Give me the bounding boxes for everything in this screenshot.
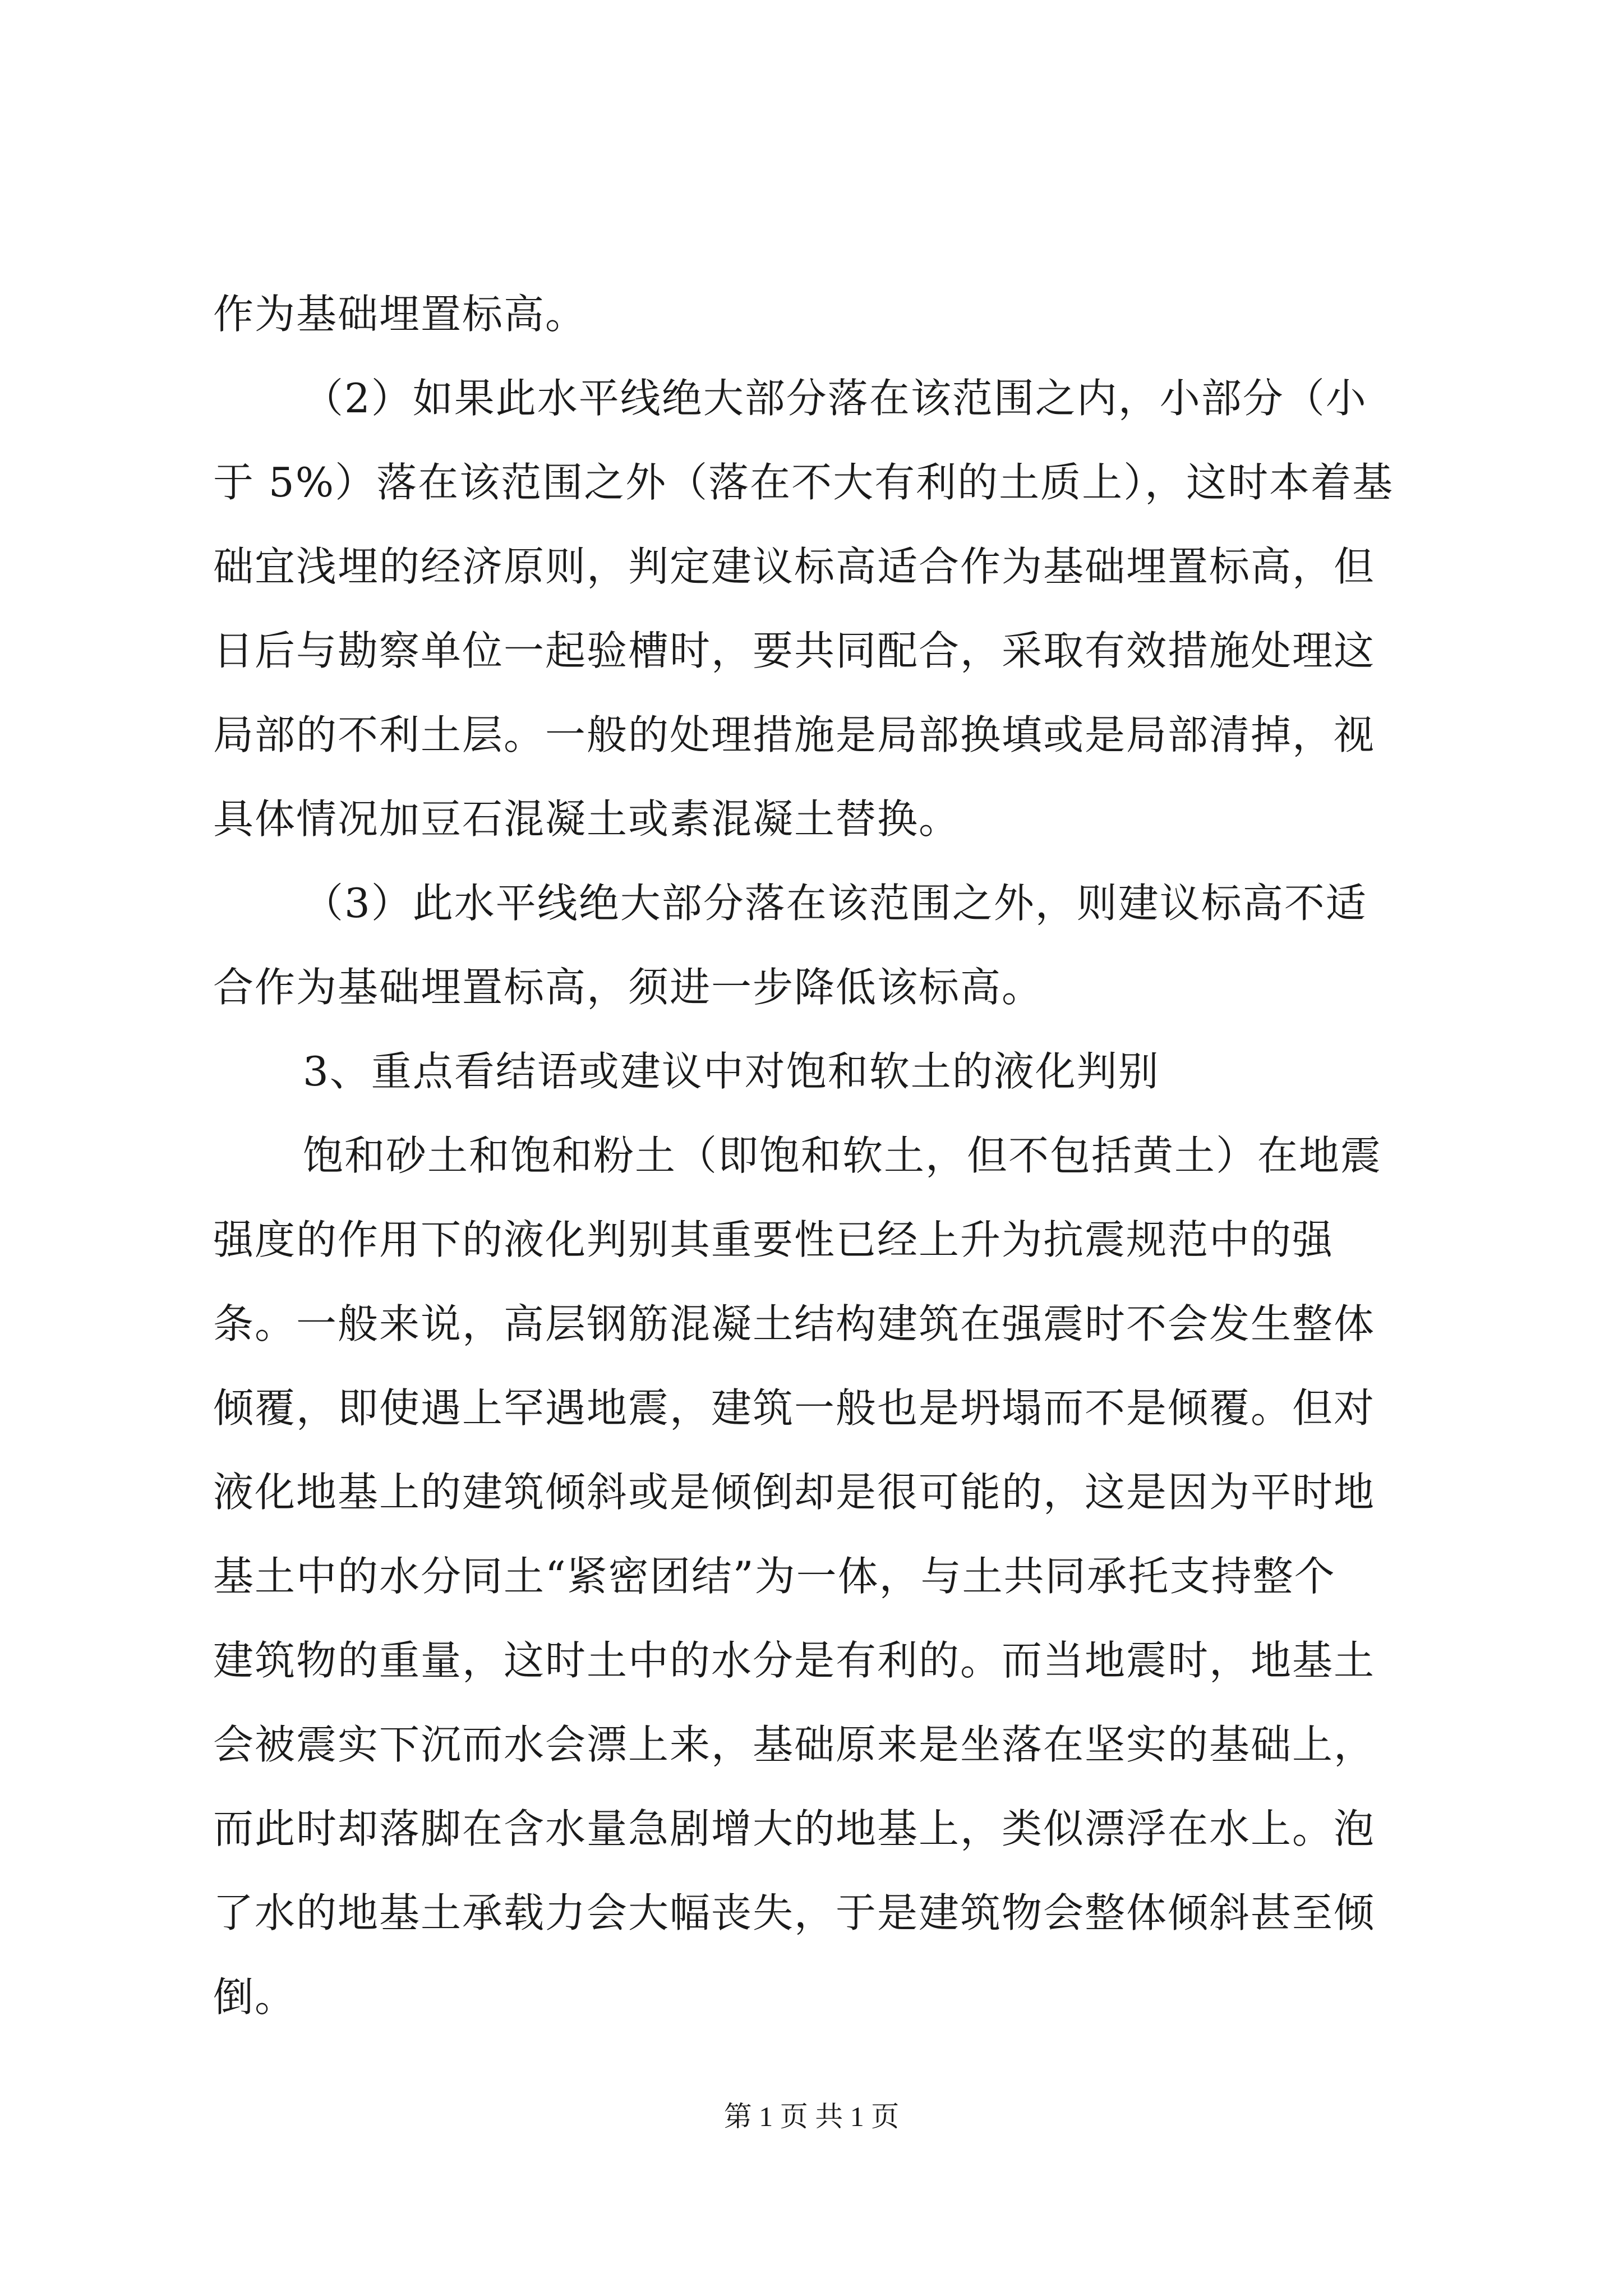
text-line: 础宜浅埋的经济原则，判定建议标高适合作为基础埋置标高，但 <box>213 543 1376 590</box>
text-line: 强度的作用下的液化判别其重要性已经上升为抗震规范中的强 <box>213 1216 1334 1263</box>
text-line: 具体情况加豆石混凝土或素混凝土替换。 <box>213 795 961 843</box>
text-line: 局部的不利土层。一般的处理措施是局部换填或是局部清掉，视 <box>213 711 1376 758</box>
text-line: 倾覆，即使遇上罕遇地震，建筑一般也是坍塌而不是倾覆。但对 <box>213 1384 1376 1432</box>
text-line: 基土中的水分同土“紧密团结”为一体，与土共同承托支持整个 <box>213 1553 1336 1600</box>
text-line: （2）如果此水平线绝大部分落在该范围之内，小部分（小 <box>303 375 1367 422</box>
text-line: 液化地基上的建筑倾斜或是倾倒却是很可能的，这是因为平时地 <box>213 1469 1376 1516</box>
text-line: 会被震实下沉而水会漂上来，基础原来是坐落在坚实的基础上， <box>213 1721 1376 1768</box>
text-line: 日后与勘察单位一起验槽时，要共同配合，采取有效措施处理这 <box>213 627 1376 674</box>
text-line: 条。一般来说，高层钢筋混凝土结构建筑在强震时不会发生整体 <box>213 1300 1376 1347</box>
text-line: 了水的地基土承载力会大幅丧失，于是建筑物会整体倾斜甚至倾 <box>213 1889 1376 1936</box>
text-line: 作为基础埋置标高。 <box>213 291 587 338</box>
text-line: 合作为基础埋置标高，须进一步降低该标高。 <box>213 964 1044 1011</box>
text-line: 于 5%）落在该范围之外（落在不大有利的土质上），这时本着基 <box>213 459 1394 506</box>
page-number-footer: 第 1 页 共 1 页 <box>723 2101 900 2132</box>
text-line: （3）此水平线绝大部分落在该范围之外，则建议标高不适 <box>303 880 1367 927</box>
text-line: 饱和砂土和饱和粉土（即饱和软土，但不包括黄土）在地震 <box>303 1132 1382 1179</box>
text-line: 倒。 <box>213 1973 297 2021</box>
text-line: 建筑物的重量，这时土中的水分是有利的。而当地震时，地基土 <box>213 1637 1376 1684</box>
text-line: 而此时却落脚在含水量急剧增大的地基上，类似漂浮在水上。泡 <box>213 1805 1376 1852</box>
section-heading: 3、重点看结语或建议中对饱和软土的液化判别 <box>303 1048 1160 1095</box>
